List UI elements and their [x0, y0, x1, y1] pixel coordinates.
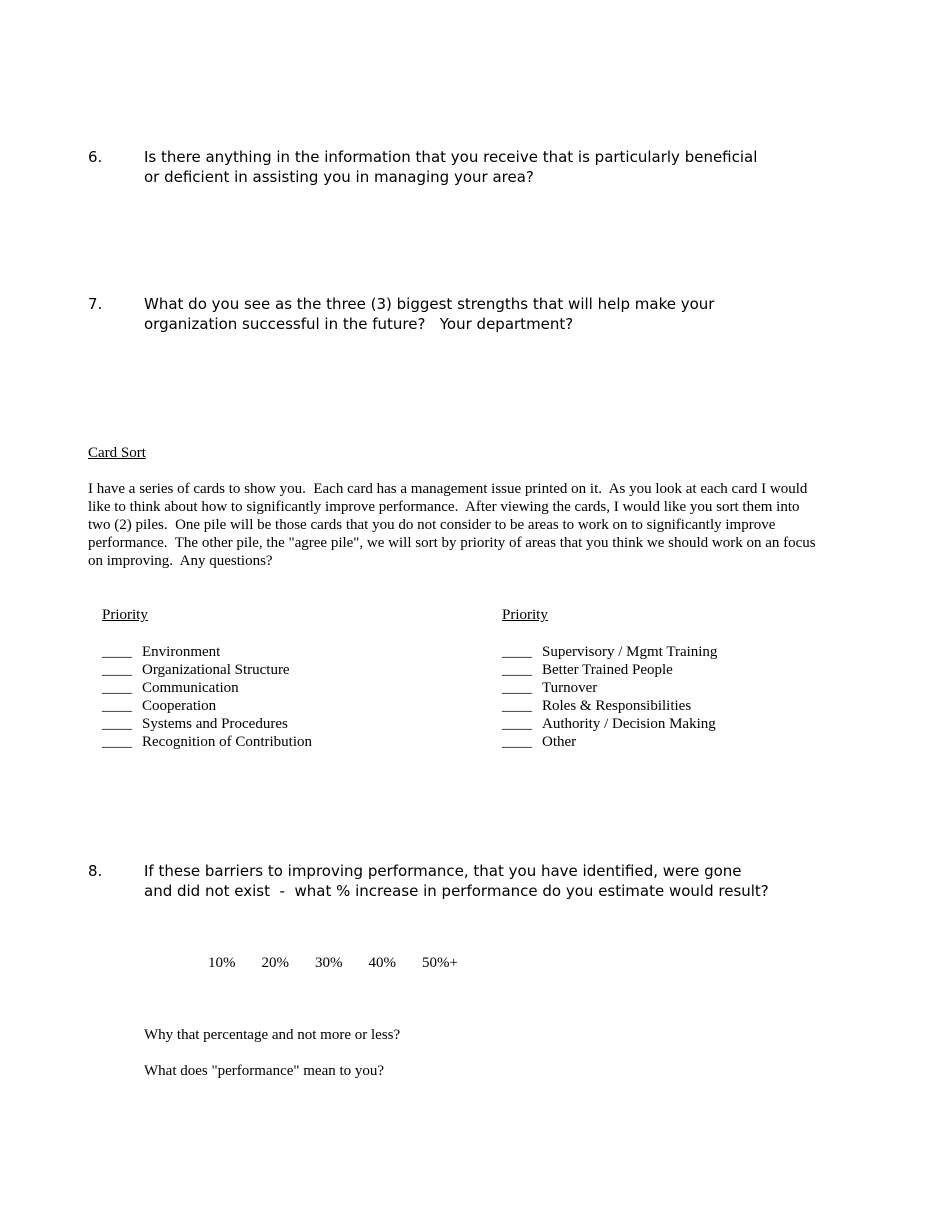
- rank-blank: ____: [502, 680, 532, 696]
- priority-item-label: Communication: [142, 680, 239, 696]
- priority-item: [502, 697, 717, 715]
- priority-item: [502, 733, 717, 751]
- priority-heading-left: Priority: [102, 607, 148, 623]
- priority-item-label: Organizational Structure: [142, 662, 290, 678]
- priority-column-left: [102, 606, 312, 751]
- rank-blank: ____: [502, 644, 532, 660]
- rank-blank: ____: [102, 698, 132, 714]
- question-7-text: [144, 294, 714, 334]
- card-sort-instructions-line-2: like to think about how to significantly improve performance. After viewing the cards, I would like you sort them into: [88, 499, 800, 515]
- rank-blank: ____: [102, 716, 132, 732]
- priority-item-label: Systems and Procedures: [142, 716, 288, 732]
- priority-item-label: Authority / Decision Making: [542, 716, 716, 732]
- priority-column-right: [502, 606, 717, 751]
- percentage-option-50plus: 50%+: [422, 955, 458, 971]
- question-8-line-1: If these barriers to improving performance, that you have identified, were gone: [144, 862, 742, 880]
- question-6-line-1: Is there anything in the information that you receive that is particularly beneficial: [144, 148, 758, 166]
- priority-list-left: [102, 643, 312, 751]
- priority-item: [102, 697, 312, 715]
- rank-blank: ____: [502, 716, 532, 732]
- question-6-number: 6.: [88, 148, 103, 166]
- card-sort-instructions-line-5: on improving. Any questions?: [88, 553, 273, 569]
- rank-blank: ____: [502, 734, 532, 750]
- rank-blank: ____: [502, 662, 532, 678]
- priority-item-label: Turnover: [542, 680, 598, 696]
- card-sort-heading: Card Sort: [88, 445, 146, 461]
- priority-item: [502, 715, 717, 733]
- question-7-line-1: What do you see as the three (3) biggest strengths that will help make your: [144, 295, 715, 313]
- priority-item: [102, 661, 312, 679]
- card-sort-instructions-line-3: two (2) piles. One pile will be those cards that you do not consider to be areas to work on to significantly improve: [88, 517, 776, 533]
- question-8-text: [144, 861, 769, 901]
- priority-item-label: Environment: [142, 644, 221, 660]
- priority-item-label: Supervisory / Mgmt Training: [542, 644, 718, 660]
- followup-question-performance: What does "performance" mean to you?: [144, 1063, 385, 1079]
- priority-item: [102, 733, 312, 751]
- priority-item: [102, 679, 312, 697]
- percentage-option-40: 40%: [368, 955, 396, 971]
- card-sort-instructions: [88, 480, 816, 570]
- priority-item-label: Other: [542, 734, 577, 750]
- rank-blank: ____: [502, 698, 532, 714]
- question-7-number: 7.: [88, 295, 103, 313]
- percentage-option-20: 20%: [261, 955, 289, 971]
- card-sort-instructions-line-4: performance. The other pile, the "agree pile", we will sort by priority of areas that you think we should work on an focus: [88, 535, 816, 551]
- priority-item: [102, 643, 312, 661]
- rank-blank: ____: [102, 662, 132, 678]
- question-6: [88, 147, 757, 187]
- priority-item-label: Better Trained People: [542, 662, 673, 678]
- followup-question-percentage: Why that percentage and not more or less?: [144, 1027, 401, 1043]
- question-7: [88, 294, 714, 334]
- priority-item: [502, 643, 717, 661]
- question-8: [88, 861, 769, 901]
- percentage-option-10: 10%: [208, 955, 236, 971]
- percentage-option-30: 30%: [315, 955, 343, 971]
- rank-blank: ____: [102, 644, 132, 660]
- percentage-options: [208, 954, 458, 972]
- question-8-line-2: and did not exist - what % increase in performance do you estimate would result?: [144, 882, 769, 900]
- card-sort-instructions-line-1: I have a series of cards to show you. Each card has a management issue printed on it. As you look at each card I would: [88, 481, 808, 497]
- priority-item-label: Recognition of Contribution: [142, 734, 312, 750]
- priority-item: [502, 661, 717, 679]
- priority-heading-right: Priority: [502, 607, 548, 623]
- priority-item-label: Cooperation: [142, 698, 217, 714]
- priority-item: [502, 679, 717, 697]
- rank-blank: ____: [102, 680, 132, 696]
- question-7-line-2: organization successful in the future? Your department?: [144, 315, 574, 333]
- question-8-number: 8.: [88, 862, 103, 880]
- priority-item-label: Roles & Responsibilities: [542, 698, 692, 714]
- priority-item: [102, 715, 312, 733]
- question-6-text: [144, 147, 757, 187]
- rank-blank: ____: [102, 734, 132, 750]
- question-6-line-2: or deficient in assisting you in managing your area?: [144, 168, 534, 186]
- priority-list-right: [502, 643, 717, 751]
